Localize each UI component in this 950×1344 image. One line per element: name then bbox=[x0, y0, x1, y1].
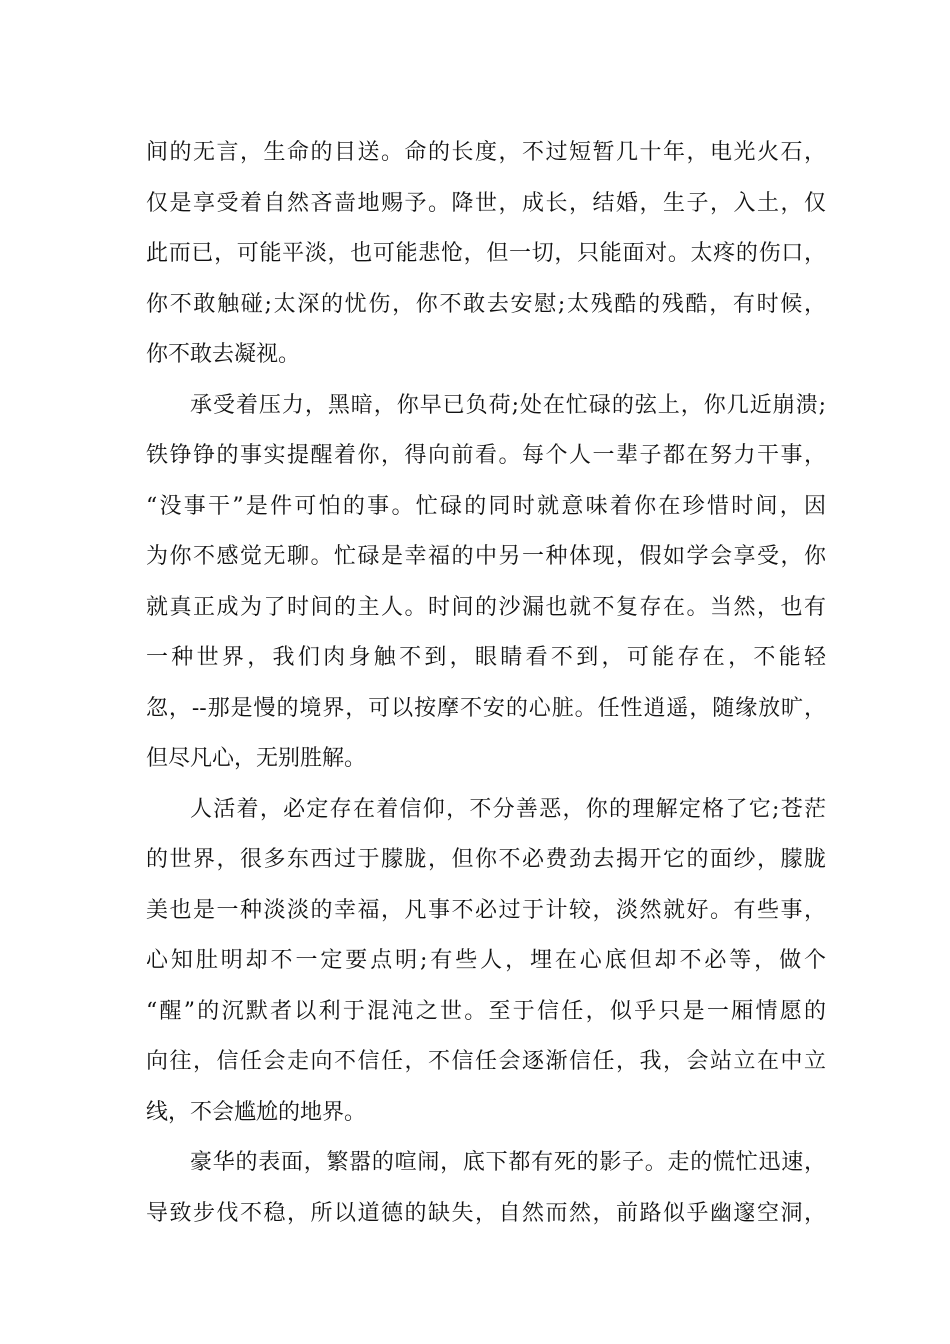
text-line: 间的无言，生命的目送。命的长度，不过短暂几十年，电光火石， bbox=[146, 140, 826, 165]
text-line: 你不敢去凝视。 bbox=[146, 342, 301, 367]
body-text bbox=[146, 128, 826, 1239]
text-line: “醒”的沉默者以利于混沌之世。至于信任，似乎只是一厢情愿的 bbox=[146, 998, 826, 1024]
text-line: 导致步伐不稳，所以道德的缺失，自然而然，前路似乎幽邃空洞， bbox=[146, 1200, 826, 1226]
text-line: 心知肚明却不一定要点明;有些人，埋在心底但却不必等，做个 bbox=[146, 948, 826, 973]
text-line: 但尽凡心，无别胜解。 bbox=[146, 746, 367, 771]
text-line: 线，不会尴尬的地界。 bbox=[146, 1099, 367, 1125]
text-line: 的世界，很多东西过于朦胧，但你不必费劲去揭开它的面纱，朦胧 bbox=[146, 847, 826, 872]
text-line: “没事干”是件可怕的事。忙碌的同时就意味着你在珍惜时间，因 bbox=[146, 493, 826, 519]
paragraph-first-line: 人活着，必定存在着信仰，不分善恶，你的理解定格了它;苍茫 bbox=[190, 796, 826, 822]
text-line: 向往，信任会走向不信任，不信任会逐渐信任，我，会站立在中立 bbox=[146, 1049, 826, 1074]
text-line: 此而已，可能平淡，也可能悲怆，但一切，只能面对。太疼的伤口， bbox=[146, 241, 826, 266]
text-line: 仅是享受着自然吝啬地赐予。降世，成长，结婚，生子，入土，仅 bbox=[146, 190, 826, 216]
paragraph-first-line: 承受着压力，黑暗，你早已负荷;处在忙碌的弦上，你几近崩溃; bbox=[190, 392, 826, 418]
text-line: 你不敢触碰;太深的忧伤，你不敢去安慰;太残酷的残酷，有时候， bbox=[146, 291, 826, 317]
text-line: 为你不感觉无聊。忙碌是幸福的中另一种体现，假如学会享受，你 bbox=[146, 544, 826, 569]
text-line: 忽，--那是慢的境界，可以按摩不安的心脏。任性逍遥，随缘放旷， bbox=[146, 695, 826, 721]
paragraph-first-line: 豪华的表面，繁嚣的喧闹，底下都有死的影子。走的慌忙迅速， bbox=[190, 1150, 826, 1175]
text-line: 铁铮铮的事实提醒着你，得向前看。每个人一辈子都在努力干事， bbox=[146, 443, 826, 468]
text-line: 美也是一种淡淡的幸福，凡事不必过于计较，淡然就好。有些事， bbox=[146, 897, 826, 923]
text-line: 一种世界，我们肉身触不到，眼睛看不到，可能存在，不能轻 bbox=[146, 645, 826, 670]
text-line: 就真正成为了时间的主人。时间的沙漏也就不复存在。当然，也有 bbox=[146, 594, 826, 620]
